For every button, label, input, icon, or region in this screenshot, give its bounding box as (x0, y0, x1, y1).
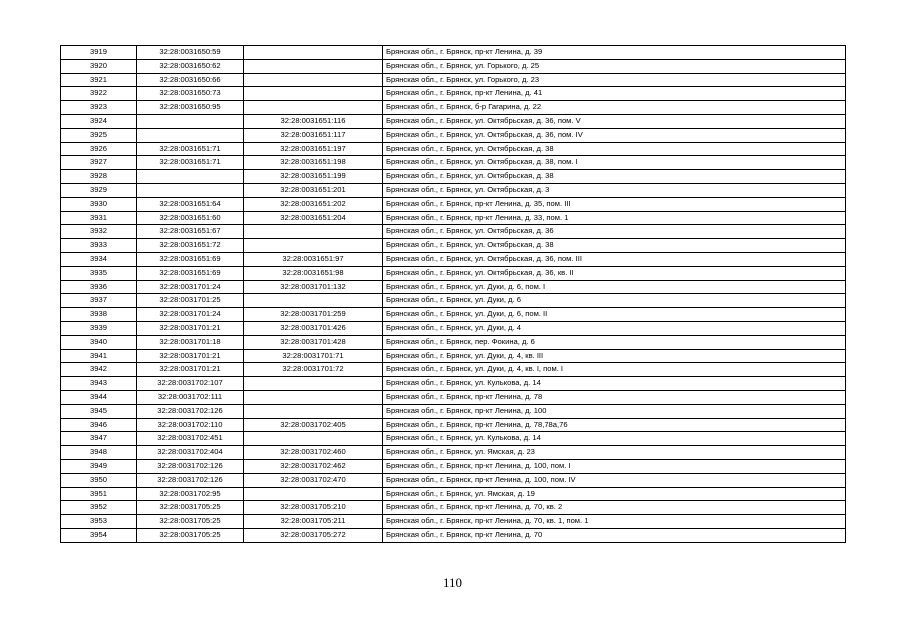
cadastral-number-cell: 32:28:0031651:64 (137, 197, 244, 211)
room-cadastral-number-cell: 32:28:0031651:201 (244, 183, 383, 197)
row-number-cell: 3952 (61, 501, 137, 515)
row-number-cell: 3951 (61, 487, 137, 501)
table-row (61, 142, 846, 156)
row-number-cell: 3953 (61, 515, 137, 529)
room-cadastral-number-cell: 32:28:0031701:426 (244, 321, 383, 335)
address-cell: Брянская обл., г. Брянск, пер. Фокина, д. 6 (383, 335, 846, 349)
table-row (61, 239, 846, 253)
room-cadastral-number-cell: 32:28:0031701:71 (244, 349, 383, 363)
room-cadastral-number-cell: 32:28:0031651:204 (244, 211, 383, 225)
room-cadastral-number-cell: 32:28:0031702:460 (244, 446, 383, 460)
row-number-cell: 3939 (61, 321, 137, 335)
row-number-cell: 3920 (61, 59, 137, 73)
address-cell: Брянская обл., г. Брянск, ул. Ямская, д. 19 (383, 487, 846, 501)
cadastral-number-cell: 32:28:0031650:62 (137, 59, 244, 73)
cadastral-number-cell (137, 128, 244, 142)
address-cell: Брянская обл., г. Брянск, ул. Дуки, д. 6 (383, 294, 846, 308)
address-cell: Брянская обл., г. Брянск, пр-кт Ленина, д. 100, пом. IV (383, 473, 846, 487)
cadastral-number-cell: 32:28:0031650:95 (137, 101, 244, 115)
row-number-cell: 3950 (61, 473, 137, 487)
room-cadastral-number-cell (244, 46, 383, 60)
cadastral-number-cell: 32:28:0031701:24 (137, 308, 244, 322)
address-cell: Брянская обл., г. Брянск, ул. Кулькова, д. 14 (383, 432, 846, 446)
room-cadastral-number-cell (244, 294, 383, 308)
address-cell: Брянская обл., г. Брянск, ул. Дуки, д. 6, пом. I (383, 280, 846, 294)
table-row (61, 363, 846, 377)
room-cadastral-number-cell: 32:28:0031702:462 (244, 459, 383, 473)
room-cadastral-number-cell: 32:28:0031702:405 (244, 418, 383, 432)
address-cell: Брянская обл., г. Брянск, пр-кт Ленина, д. 39 (383, 46, 846, 60)
cadastral-number-cell: 32:28:0031705:25 (137, 528, 244, 542)
row-number-cell: 3928 (61, 170, 137, 184)
table-row (61, 404, 846, 418)
address-cell: Брянская обл., г. Брянск, ул. Дуки, д. 4, кв. III (383, 349, 846, 363)
room-cadastral-number-cell (244, 101, 383, 115)
row-number-cell: 3932 (61, 225, 137, 239)
address-cell: Брянская обл., г. Брянск, пр-кт Ленина, д. 100, пом. I (383, 459, 846, 473)
row-number-cell: 3948 (61, 446, 137, 460)
table-row (61, 59, 846, 73)
address-cell: Брянская обл., г. Брянск, пр-кт Ленина, д. 78,78а,76 (383, 418, 846, 432)
room-cadastral-number-cell: 32:28:0031651:117 (244, 128, 383, 142)
row-number-cell: 3924 (61, 114, 137, 128)
page-number: 110 (442, 575, 463, 590)
table-row (61, 515, 846, 529)
row-number-cell: 3937 (61, 294, 137, 308)
table-row (61, 473, 846, 487)
address-cell: Брянская обл., г. Брянск, ул. Октябрьская, д. 38 (383, 142, 846, 156)
row-number-cell: 3923 (61, 101, 137, 115)
row-number-cell: 3941 (61, 349, 137, 363)
table-row (61, 390, 846, 404)
row-number-cell: 3946 (61, 418, 137, 432)
table-row (61, 335, 846, 349)
address-cell: Брянская обл., г. Брянск, ул. Дуки, д. 6, пом. II (383, 308, 846, 322)
cadastral-number-cell: 32:28:0031650:73 (137, 87, 244, 101)
row-number-cell: 3938 (61, 308, 137, 322)
property-table (60, 45, 846, 543)
table-row (61, 349, 846, 363)
address-cell: Брянская обл., г. Брянск, пр-кт Ленина, д. 70, кв. 1, пом. 1 (383, 515, 846, 529)
cadastral-number-cell: 32:28:0031651:60 (137, 211, 244, 225)
address-cell: Брянская обл., г. Брянск, ул. Октябрьская, д. 36, пом. III (383, 252, 846, 266)
address-cell: Брянская обл., г. Брянск, ул. Горького, д. 23 (383, 73, 846, 87)
table-row (61, 101, 846, 115)
row-number-cell: 3926 (61, 142, 137, 156)
row-number-cell: 3943 (61, 377, 137, 391)
address-cell: Брянская обл., г. Брянск, пр-кт Ленина, д. 41 (383, 87, 846, 101)
row-number-cell: 3933 (61, 239, 137, 253)
table-row (61, 501, 846, 515)
room-cadastral-number-cell: 32:28:0031705:211 (244, 515, 383, 529)
room-cadastral-number-cell: 32:28:0031651:202 (244, 197, 383, 211)
table-row (61, 170, 846, 184)
address-cell: Брянская обл., г. Брянск, ул. Горького, д. 25 (383, 59, 846, 73)
table-row (61, 225, 846, 239)
address-cell: Брянская обл., г. Брянск, ул. Дуки, д. 4 (383, 321, 846, 335)
table-row (61, 321, 846, 335)
address-cell: Брянская обл., г. Брянск, ул. Октябрьская, д. 36, кв. II (383, 266, 846, 280)
address-cell: Брянская обл., г. Брянск, ул. Октябрьская, д. 38 (383, 170, 846, 184)
table-row (61, 294, 846, 308)
table-row (61, 128, 846, 142)
row-number-cell: 3940 (61, 335, 137, 349)
cadastral-number-cell: 32:28:0031702:110 (137, 418, 244, 432)
room-cadastral-number-cell (244, 59, 383, 73)
room-cadastral-number-cell: 32:28:0031705:272 (244, 528, 383, 542)
address-cell: Брянская обл., г. Брянск, ул. Октябрьская, д. 38, пом. I (383, 156, 846, 170)
address-cell: Брянская обл., г. Брянск, ул. Октябрьская, д. 38 (383, 239, 846, 253)
table-row (61, 114, 846, 128)
cadastral-number-cell: 32:28:0031651:71 (137, 142, 244, 156)
address-cell: Брянская обл., г. Брянск, пр-кт Ленина, д. 35, пом. III (383, 197, 846, 211)
room-cadastral-number-cell (244, 432, 383, 446)
cadastral-number-cell: 32:28:0031705:25 (137, 501, 244, 515)
cadastral-number-cell: 32:28:0031650:66 (137, 73, 244, 87)
room-cadastral-number-cell: 32:28:0031651:98 (244, 266, 383, 280)
table-row (61, 432, 846, 446)
room-cadastral-number-cell (244, 225, 383, 239)
cadastral-number-cell: 32:28:0031702:126 (137, 404, 244, 418)
row-number-cell: 3947 (61, 432, 137, 446)
cadastral-number-cell: 32:28:0031701:18 (137, 335, 244, 349)
cadastral-number-cell: 32:28:0031650:59 (137, 46, 244, 60)
room-cadastral-number-cell (244, 87, 383, 101)
cadastral-number-cell: 32:28:0031705:25 (137, 515, 244, 529)
row-number-cell: 3954 (61, 528, 137, 542)
room-cadastral-number-cell: 32:28:0031651:116 (244, 114, 383, 128)
cadastral-number-cell: 32:28:0031651:67 (137, 225, 244, 239)
row-number-cell: 3921 (61, 73, 137, 87)
table-row (61, 377, 846, 391)
property-table-body (61, 46, 846, 543)
address-cell: Брянская обл., г. Брянск, пр-кт Ленина, д. 33, пом. 1 (383, 211, 846, 225)
table-row (61, 308, 846, 322)
cadastral-number-cell: 32:28:0031702:126 (137, 473, 244, 487)
address-cell: Брянская обл., г. Брянск, ул. Дуки, д. 4, кв. I, пом. I (383, 363, 846, 377)
room-cadastral-number-cell: 32:28:0031651:197 (244, 142, 383, 156)
room-cadastral-number-cell: 32:28:0031651:97 (244, 252, 383, 266)
row-number-cell: 3949 (61, 459, 137, 473)
address-cell: Брянская обл., г. Брянск, пр-кт Ленина, д. 70 (383, 528, 846, 542)
table-row (61, 418, 846, 432)
address-cell: Брянская обл., г. Брянск, ул. Ямская, д. 23 (383, 446, 846, 460)
room-cadastral-number-cell (244, 390, 383, 404)
cadastral-number-cell (137, 183, 244, 197)
table-row (61, 73, 846, 87)
table-row (61, 156, 846, 170)
room-cadastral-number-cell (244, 404, 383, 418)
cadastral-number-cell: 32:28:0031651:69 (137, 252, 244, 266)
address-cell: Брянская обл., г. Брянск, ул. Октябрьская, д. 36, пом. V (383, 114, 846, 128)
cadastral-number-cell: 32:28:0031701:24 (137, 280, 244, 294)
cadastral-number-cell: 32:28:0031651:69 (137, 266, 244, 280)
room-cadastral-number-cell (244, 73, 383, 87)
row-number-cell: 3931 (61, 211, 137, 225)
table-row (61, 211, 846, 225)
address-cell: Брянская обл., г. Брянск, пр-кт Ленина, д. 70, кв. 2 (383, 501, 846, 515)
table-row (61, 487, 846, 501)
row-number-cell: 3925 (61, 128, 137, 142)
row-number-cell: 3919 (61, 46, 137, 60)
room-cadastral-number-cell: 32:28:0031701:72 (244, 363, 383, 377)
cadastral-number-cell: 32:28:0031702:111 (137, 390, 244, 404)
row-number-cell: 3929 (61, 183, 137, 197)
address-cell: Брянская обл., г. Брянск, пр-кт Ленина, д. 100 (383, 404, 846, 418)
address-cell: Брянская обл., г. Брянск, б-р Гагарина, д. 22 (383, 101, 846, 115)
room-cadastral-number-cell: 32:28:0031701:428 (244, 335, 383, 349)
cadastral-number-cell: 32:28:0031651:72 (137, 239, 244, 253)
table-row (61, 252, 846, 266)
table-row (61, 266, 846, 280)
address-cell: Брянская обл., г. Брянск, ул. Октябрьская, д. 36 (383, 225, 846, 239)
row-number-cell: 3934 (61, 252, 137, 266)
row-number-cell: 3936 (61, 280, 137, 294)
table-row (61, 528, 846, 542)
address-cell: Брянская обл., г. Брянск, ул. Октябрьская, д. 3 (383, 183, 846, 197)
row-number-cell: 3945 (61, 404, 137, 418)
table-row (61, 46, 846, 60)
table-row (61, 459, 846, 473)
table-row (61, 446, 846, 460)
room-cadastral-number-cell (244, 239, 383, 253)
cadastral-number-cell (137, 170, 244, 184)
room-cadastral-number-cell (244, 377, 383, 391)
room-cadastral-number-cell: 32:28:0031701:259 (244, 308, 383, 322)
cadastral-number-cell: 32:28:0031701:21 (137, 321, 244, 335)
row-number-cell: 3942 (61, 363, 137, 377)
table-row (61, 183, 846, 197)
address-cell: Брянская обл., г. Брянск, ул. Кулькова, д. 14 (383, 377, 846, 391)
cadastral-number-cell: 32:28:0031702:95 (137, 487, 244, 501)
cadastral-number-cell: 32:28:0031702:451 (137, 432, 244, 446)
room-cadastral-number-cell: 32:28:0031702:470 (244, 473, 383, 487)
cadastral-number-cell: 32:28:0031702:107 (137, 377, 244, 391)
table-row (61, 280, 846, 294)
row-number-cell: 3935 (61, 266, 137, 280)
room-cadastral-number-cell (244, 487, 383, 501)
cadastral-number-cell: 32:28:0031701:25 (137, 294, 244, 308)
address-cell: Брянская обл., г. Брянск, пр-кт Ленина, д. 78 (383, 390, 846, 404)
cadastral-number-cell: 32:28:0031701:21 (137, 349, 244, 363)
row-number-cell: 3944 (61, 390, 137, 404)
row-number-cell: 3922 (61, 87, 137, 101)
cadastral-number-cell: 32:28:0031702:126 (137, 459, 244, 473)
address-cell: Брянская обл., г. Брянск, ул. Октябрьская, д. 36, пом. IV (383, 128, 846, 142)
cadastral-number-cell (137, 114, 244, 128)
room-cadastral-number-cell: 32:28:0031651:199 (244, 170, 383, 184)
cadastral-number-cell: 32:28:0031651:71 (137, 156, 244, 170)
row-number-cell: 3927 (61, 156, 137, 170)
room-cadastral-number-cell: 32:28:0031651:198 (244, 156, 383, 170)
cadastral-number-cell: 32:28:0031702:404 (137, 446, 244, 460)
table-row (61, 197, 846, 211)
table-row (61, 87, 846, 101)
room-cadastral-number-cell: 32:28:0031701:132 (244, 280, 383, 294)
cadastral-number-cell: 32:28:0031701:21 (137, 363, 244, 377)
room-cadastral-number-cell: 32:28:0031705:210 (244, 501, 383, 515)
row-number-cell: 3930 (61, 197, 137, 211)
